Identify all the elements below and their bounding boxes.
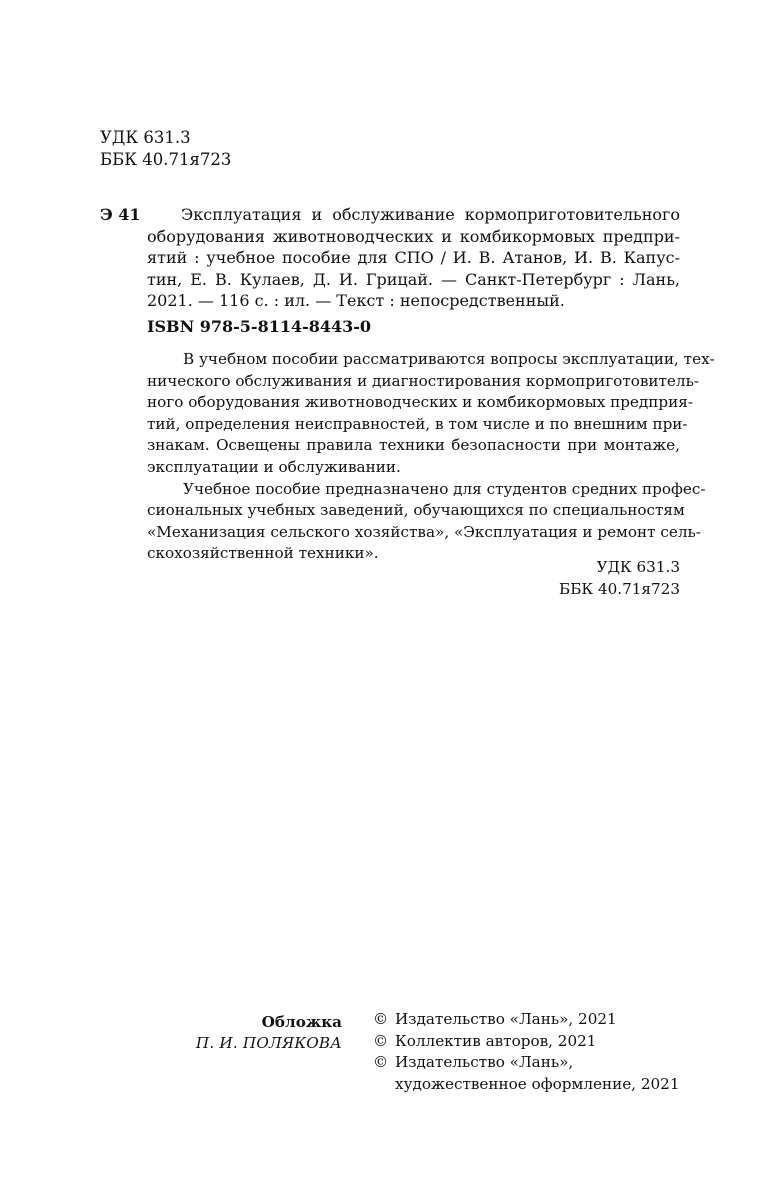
annotation-line: эксплуатации и обслуживании. bbox=[147, 457, 401, 476]
catalog-line: 2021. — 116 с. : ил. — Текст : непосредственный. bbox=[147, 291, 565, 310]
copyright-text: Издательство «Лань», bbox=[395, 1053, 574, 1071]
copyright-symbol: © bbox=[373, 1053, 389, 1071]
catalog-line: ятий : учебное пособие для СПО / И. В. Атанов, И. В. Капус- bbox=[147, 248, 680, 267]
classification-bottom bbox=[559, 557, 680, 600]
catalog-entry bbox=[147, 204, 680, 312]
annotation-line: ного оборудования животноводческих и комбикормовых предприя- bbox=[147, 393, 693, 412]
annotation-line: знакам. Освещены правила техники безопасности при монтаже, bbox=[147, 436, 680, 455]
annotation-line: скохозяйственной техники». bbox=[147, 544, 379, 563]
udk-code: УДК 631.3 bbox=[596, 558, 680, 576]
copyright-row bbox=[373, 1052, 680, 1074]
copyright-row bbox=[373, 1031, 680, 1053]
catalog-code: Э 41 bbox=[100, 205, 141, 224]
annotation bbox=[147, 349, 715, 565]
copyright-symbol: © bbox=[373, 1010, 389, 1028]
bbk-code: ББК 40.71я723 bbox=[100, 149, 232, 169]
copyright-text: Издательство «Лань», 2021 bbox=[395, 1010, 617, 1028]
cover-credit bbox=[170, 1012, 342, 1054]
annotation-line: Учебное пособие предназначено для студентов средних профес- bbox=[183, 479, 706, 498]
copyright-block bbox=[373, 1009, 680, 1095]
catalog-line: оборудования животноводческих и комбикормовых предпри- bbox=[147, 226, 680, 246]
catalog-line: Эксплуатация и обслуживание кормоприготовительного bbox=[181, 205, 680, 224]
annotation-line: нического обслуживания и диагностирования кормоприготовитель- bbox=[147, 371, 699, 390]
annotation-line: «Механизация сельского хозяйства», «Эксплуатация и ремонт сель- bbox=[147, 522, 701, 541]
isbn: ISBN 978-5-8114-8443-0 bbox=[147, 317, 372, 336]
catalog-line: тин, Е. В. Кулаев, Д. И. Грицай. — Санкт-Петербург : Лань, bbox=[147, 269, 680, 289]
annotation-line: В учебном пособии рассматриваются вопросы эксплуатации, тех- bbox=[183, 350, 715, 368]
udk-code: УДК 631.3 bbox=[100, 128, 191, 147]
annotation-line: сиональных учебных заведений, обучающихся по специальностям bbox=[147, 501, 685, 520]
bbk-code: ББК 40.71я723 bbox=[559, 579, 680, 598]
cover-author: П. И. ПОЛЯКОВА bbox=[195, 1034, 342, 1052]
classification-top bbox=[100, 127, 231, 170]
cover-label: Обложка bbox=[261, 1013, 342, 1031]
annotation-line: тий, определения неисправностей, в том числе и по внешним при- bbox=[147, 414, 688, 433]
copyright-text: Коллектив авторов, 2021 bbox=[395, 1031, 597, 1050]
copyright-symbol: © bbox=[373, 1031, 389, 1050]
copyright-continuation: художественное оформление, 2021 bbox=[395, 1074, 680, 1093]
copyright-row bbox=[373, 1009, 680, 1031]
